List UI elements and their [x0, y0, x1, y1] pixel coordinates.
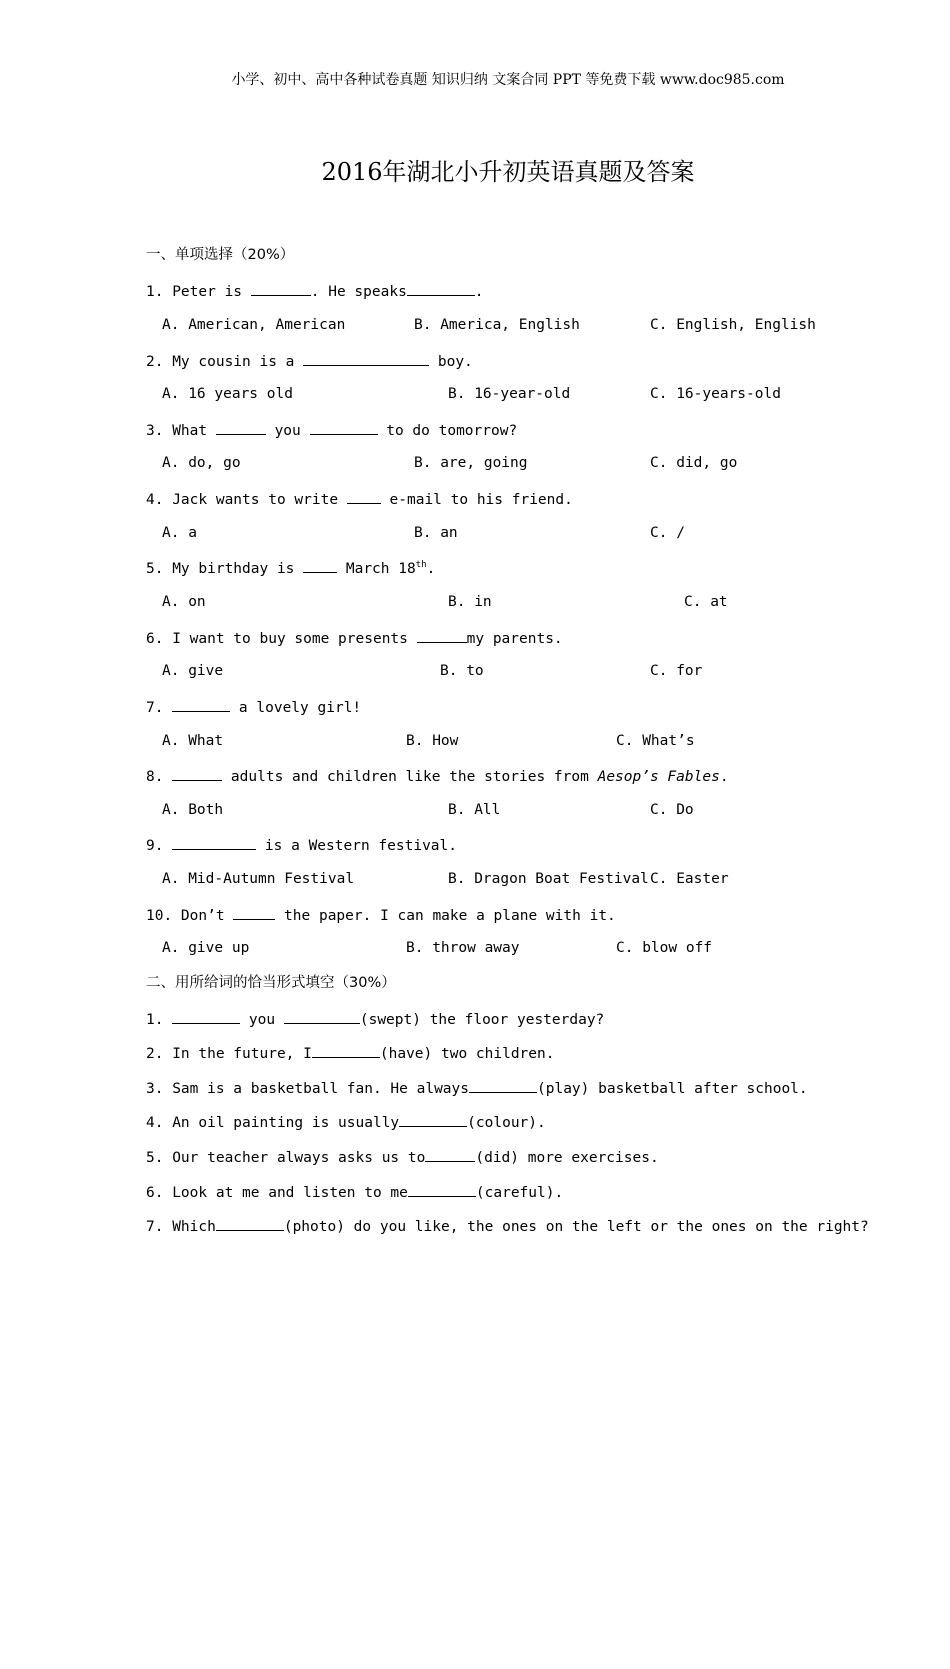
option-c[interactable]: C. /	[650, 525, 685, 541]
option-a[interactable]: A. on	[162, 594, 206, 610]
option-b[interactable]: B. throw away	[406, 940, 520, 956]
answer-blank[interactable]	[172, 696, 230, 712]
section-heading: 二、用所给词的恰当形式填空（30%）	[146, 975, 396, 991]
option-a[interactable]: A. American, American	[162, 317, 346, 333]
question-2: 2. My cousin is a boy.	[146, 350, 473, 370]
page-header: 小学、初中、高中各种试卷真题 知识归纳 文案合同 PPT 等免费下载 www.doc985.com	[231, 72, 785, 88]
option-a[interactable]: A. Both	[162, 802, 224, 818]
fill-question-3: 3. Sam is a basketball fan. He always (play) basketball after school.	[146, 1077, 808, 1097]
answer-blank[interactable]	[172, 834, 256, 850]
answer-blank[interactable]	[312, 1042, 380, 1058]
page-title: 2016年湖北小升初英语真题及答案	[321, 158, 695, 186]
option-c[interactable]: C. Do	[650, 802, 694, 818]
question-4: 4. Jack wants to write e-mail to his friend.	[146, 488, 573, 508]
answer-blank[interactable]	[172, 765, 222, 781]
option-a[interactable]: A. Mid-Autumn Festival	[162, 871, 355, 887]
option-b[interactable]: B. to	[440, 663, 484, 679]
answer-blank[interactable]	[469, 1077, 537, 1093]
option-b[interactable]: B. All	[448, 802, 501, 818]
document-body	[146, 245, 926, 1669]
answer-blank[interactable]	[417, 627, 467, 643]
option-b[interactable]: B. in	[448, 594, 492, 610]
option-a[interactable]: A. give	[162, 663, 224, 679]
option-c[interactable]: C. English, English	[650, 317, 816, 333]
option-b[interactable]: B. How	[406, 733, 459, 749]
option-c[interactable]: C. blow off	[616, 940, 713, 956]
question-3: 3. What you to do tomorrow?	[146, 419, 517, 439]
answer-blank[interactable]	[216, 419, 266, 435]
fill-question-4: 4. An oil painting is usually (colour).	[146, 1111, 546, 1131]
option-a[interactable]: A. do, go	[162, 455, 241, 471]
option-c[interactable]: C. What’s	[616, 733, 695, 749]
option-a[interactable]: A. a	[162, 525, 197, 541]
option-a[interactable]: A. give up	[162, 940, 250, 956]
answer-blank[interactable]	[284, 1008, 360, 1024]
option-b[interactable]: B. America, English	[414, 317, 580, 333]
fill-question-2: 2. In the future, I (have) two children.	[146, 1042, 554, 1062]
answer-blank[interactable]	[303, 350, 429, 366]
answer-blank[interactable]	[216, 1215, 284, 1231]
fill-question-1: 1. you (swept) the floor yesterday?	[146, 1008, 604, 1028]
fill-question-5: 5. Our teacher always asks us to (did) more exercises.	[146, 1146, 659, 1166]
answer-blank[interactable]	[347, 488, 381, 504]
option-b[interactable]: B. an	[414, 525, 458, 541]
question-7: 7. a lovely girl!	[146, 696, 361, 716]
answer-blank[interactable]	[303, 557, 337, 573]
fill-question-7: 7. Which (photo) do you like, the ones on the left or the ones on the right?	[146, 1215, 869, 1235]
answer-blank[interactable]	[233, 904, 275, 920]
option-c[interactable]: C. 16-years-old	[650, 386, 781, 402]
question-10: 10. Don’t the paper. I can make a plane with it.	[146, 904, 616, 924]
option-c[interactable]: C. at	[684, 594, 728, 610]
answer-blank[interactable]	[172, 1008, 240, 1024]
question-9: 9. is a Western festival.	[146, 834, 457, 854]
question-8: 8. adults and children like the stories from Aesop’s Fables.	[146, 765, 729, 785]
option-c[interactable]: C. for	[650, 663, 703, 679]
option-a[interactable]: A. What	[162, 733, 224, 749]
option-a[interactable]: A. 16 years old	[162, 386, 293, 402]
fill-question-6: 6. Look at me and listen to me (careful).	[146, 1181, 563, 1201]
question-6: 6. I want to buy some presents my parents.	[146, 627, 563, 647]
answer-blank[interactable]	[310, 419, 378, 435]
answer-blank[interactable]	[425, 1146, 475, 1162]
option-b[interactable]: B. are, going	[414, 455, 528, 471]
answer-blank[interactable]	[251, 280, 311, 296]
answer-blank[interactable]	[407, 280, 475, 296]
section-heading: 一、单项选择（20%）	[146, 247, 295, 263]
question-1: 1. Peter is . He speaks .	[146, 280, 484, 300]
option-b[interactable]: B. 16-year-old	[448, 386, 571, 402]
option-b[interactable]: B. Dragon Boat Festival	[448, 871, 649, 887]
option-c[interactable]: C. Easter	[650, 871, 729, 887]
question-5: 5. My birthday is March 18th.	[146, 557, 435, 577]
answer-blank[interactable]	[399, 1111, 467, 1127]
answer-blank[interactable]	[408, 1181, 476, 1197]
option-c[interactable]: C. did, go	[650, 455, 738, 471]
